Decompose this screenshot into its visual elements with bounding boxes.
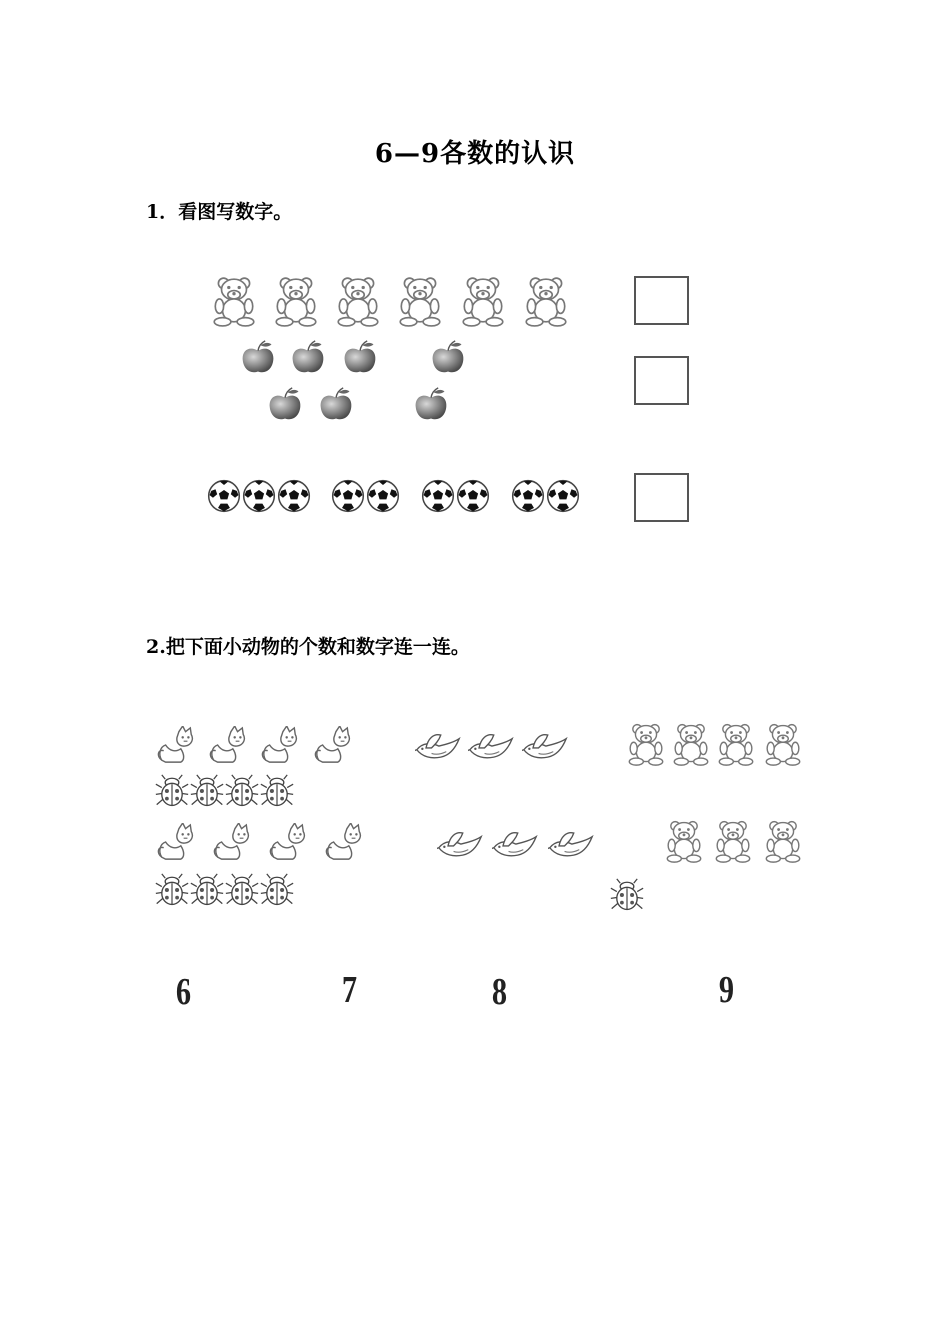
beetle-icon xyxy=(155,773,189,809)
bird-icon xyxy=(415,731,461,763)
bear-icon xyxy=(765,819,801,863)
number-6[interactable]: 6 xyxy=(175,971,192,1013)
bear-icon xyxy=(765,722,801,766)
cat-icon xyxy=(260,726,302,764)
beetle-icon xyxy=(260,872,294,908)
beetle-icon xyxy=(190,773,224,809)
beetle-icon xyxy=(225,872,259,908)
cat-icon xyxy=(208,726,250,764)
bird-icon xyxy=(522,731,568,763)
beetle-icon xyxy=(190,872,224,908)
soccer-ball-icon xyxy=(331,479,365,513)
beetle-icon xyxy=(225,773,259,809)
bear-icon xyxy=(673,722,709,766)
cat-icon xyxy=(212,823,254,861)
bird-icon xyxy=(437,829,483,861)
bear-icon xyxy=(275,275,317,327)
bird-icon xyxy=(548,829,594,861)
apple-icon xyxy=(342,340,378,376)
bear-icon xyxy=(525,275,567,327)
number-8[interactable]: 8 xyxy=(491,971,508,1013)
cat-icon xyxy=(156,823,198,861)
bear-icon xyxy=(399,275,441,327)
number-7[interactable]: 7 xyxy=(341,969,358,1011)
bear-icon xyxy=(715,819,751,863)
apple-icon xyxy=(413,387,449,423)
soccer-ball-icon xyxy=(366,479,400,513)
bird-icon xyxy=(492,829,538,861)
beetle-icon xyxy=(260,773,294,809)
soccer-ball-icon xyxy=(242,479,276,513)
soccer-ball-icon xyxy=(511,479,545,513)
bear-icon xyxy=(462,275,504,327)
apple-icon xyxy=(430,340,466,376)
bear-icon xyxy=(213,275,255,327)
question-1-label: 1．看图写数字。 xyxy=(146,201,293,223)
soccer-ball-icon xyxy=(546,479,580,513)
bear-icon xyxy=(337,275,379,327)
apple-icon xyxy=(318,387,354,423)
soccer-ball-icon xyxy=(456,479,490,513)
bear-icon xyxy=(718,722,754,766)
answer-box-2[interactable] xyxy=(634,356,689,405)
number-9[interactable]: 9 xyxy=(718,969,735,1011)
bear-icon xyxy=(666,819,702,863)
soccer-ball-icon xyxy=(207,479,241,513)
bird-icon xyxy=(468,731,514,763)
beetle-icon xyxy=(610,877,644,913)
beetle-icon xyxy=(155,872,189,908)
answer-box-3[interactable] xyxy=(634,473,689,522)
page-title: 6—9各数的认识 xyxy=(374,139,576,169)
cat-icon xyxy=(268,823,310,861)
question-2-label: 2.把下面小动物的个数和数字连一连。 xyxy=(146,636,470,658)
cat-icon xyxy=(324,823,366,861)
apple-icon xyxy=(240,340,276,376)
bear-icon xyxy=(628,722,664,766)
soccer-ball-icon xyxy=(421,479,455,513)
cat-icon xyxy=(313,726,355,764)
apple-icon xyxy=(290,340,326,376)
answer-box-1[interactable] xyxy=(634,276,689,325)
cat-icon xyxy=(156,726,198,764)
apple-icon xyxy=(267,387,303,423)
soccer-ball-icon xyxy=(277,479,311,513)
